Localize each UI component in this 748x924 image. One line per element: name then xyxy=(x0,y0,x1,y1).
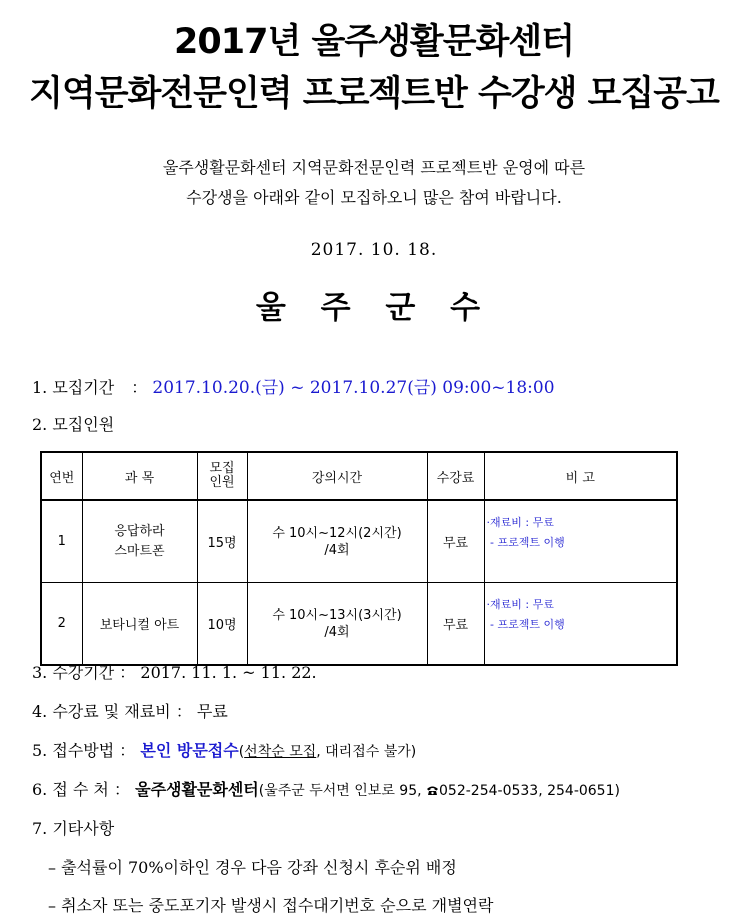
cell-count: 10명 xyxy=(197,583,247,666)
item-method xyxy=(32,738,416,761)
header-time: 강의시간 xyxy=(247,452,427,500)
header-count xyxy=(197,452,247,500)
subject-line1: 보타니컬 아트 xyxy=(99,618,180,633)
issuer: 울 주 군 수 xyxy=(255,290,493,326)
cell-note xyxy=(484,500,677,583)
intro-line1: 울주생활문화센터 지역문화전문인력 프로젝트반 운영에 따른 xyxy=(162,158,586,177)
page-title-line2: 지역문화전문인력 프로젝트반 수강생 모집공고 xyxy=(29,74,719,114)
item-recruit-count xyxy=(32,412,114,435)
place-address: (울주군 두서면 인보로 95, xyxy=(258,783,427,799)
note-line2: - 프로젝트 이행 xyxy=(486,618,565,631)
item-fee xyxy=(32,699,228,722)
method-paren-close: ) xyxy=(410,744,417,760)
telephone-icon xyxy=(426,781,439,792)
intro-line2: 수강생을 아래와 같이 모집하오니 많은 참여 바랍니다. xyxy=(186,188,562,207)
item-etc xyxy=(32,816,114,839)
item-label: 2. 모집인원 xyxy=(32,415,115,434)
place-phone: 052-254-0533, 254-0651) xyxy=(439,783,620,799)
cell-fee: 무료 xyxy=(427,500,484,583)
subject-line2: 스마트폰 xyxy=(114,543,165,559)
item-sep: ： xyxy=(119,741,136,760)
table-row xyxy=(41,583,677,666)
method-rest: , 대리접수 불가 xyxy=(316,744,411,760)
place-name: 울주생활문화센터 xyxy=(135,780,259,799)
cell-subject xyxy=(82,500,197,583)
cell-subject xyxy=(82,583,197,666)
item-sep: ： xyxy=(119,663,136,682)
item-sep: ： xyxy=(131,378,148,397)
cell-no: 1 xyxy=(41,500,82,583)
table-row xyxy=(41,500,677,583)
table-header-row xyxy=(41,452,677,500)
item-label: 5. 접수방법 xyxy=(32,741,115,760)
item-sep: ： xyxy=(175,702,192,721)
method-main: 본인 방문접수 xyxy=(140,741,239,760)
time-line2: /4회 xyxy=(324,624,350,640)
page-title-line1: 2017년 울주생활문화센터 xyxy=(174,22,574,62)
recruit-period-value: 2017.10.20.(금) ~ 2017.10.27(금) 09:00~18:00 xyxy=(152,378,555,398)
subject-line1: 응답하라 xyxy=(114,523,165,539)
item-place xyxy=(32,777,620,800)
note-line2: - 프로젝트 이행 xyxy=(486,536,565,549)
etc-note: – 출석률이 70%이하인 경우 다음 강좌 신청시 후순위 배정 xyxy=(48,858,457,877)
header-count-line1: 모집 xyxy=(209,461,235,476)
cell-note xyxy=(484,583,677,666)
recruit-table xyxy=(40,451,678,666)
item-label: 3. 수강기간 xyxy=(32,663,115,682)
cell-fee: 무료 xyxy=(427,583,484,666)
etc-note: – 취소자 또는 중도포기자 발생시 접수대기번호 순으로 개별연락 xyxy=(48,896,494,915)
time-line1: 수 10시~12시(2시간) xyxy=(272,525,402,541)
cell-no: 2 xyxy=(41,583,82,666)
cell-time xyxy=(247,500,427,583)
header-fee: 수강료 xyxy=(427,452,484,500)
item-course-period xyxy=(32,660,317,683)
item-label: 4. 수강료 및 재료비 xyxy=(32,702,171,721)
method-paren-open: ( xyxy=(238,744,245,760)
header-note: 비 고 xyxy=(484,452,677,500)
header-no: 연번 xyxy=(41,452,82,500)
time-line1: 수 10시~13시(3시간) xyxy=(272,607,402,623)
note-line1: ·재료비 : 무료 xyxy=(486,598,554,611)
method-first-come: 선착순 모집 xyxy=(244,744,317,760)
notice-date: 2017. 10. 18. xyxy=(310,240,438,260)
header-count-line2: 인원 xyxy=(209,475,235,490)
course-period-value: 2017. 11. 1. ~ 11. 22. xyxy=(140,663,317,682)
item-sep: ： xyxy=(114,780,131,799)
note-line1: ·재료비 : 무료 xyxy=(486,516,554,529)
cell-time xyxy=(247,583,427,666)
header-subject: 과 목 xyxy=(82,452,197,500)
item-label: 7. 기타사항 xyxy=(32,819,115,838)
item-label: 6. 접 수 처 xyxy=(32,780,109,799)
item-label: 1. 모집기간 xyxy=(32,378,115,397)
fee-value: 무료 xyxy=(196,702,228,721)
time-line2: /4회 xyxy=(324,542,350,558)
cell-count: 15명 xyxy=(197,500,247,583)
item-recruit-period xyxy=(32,373,555,398)
